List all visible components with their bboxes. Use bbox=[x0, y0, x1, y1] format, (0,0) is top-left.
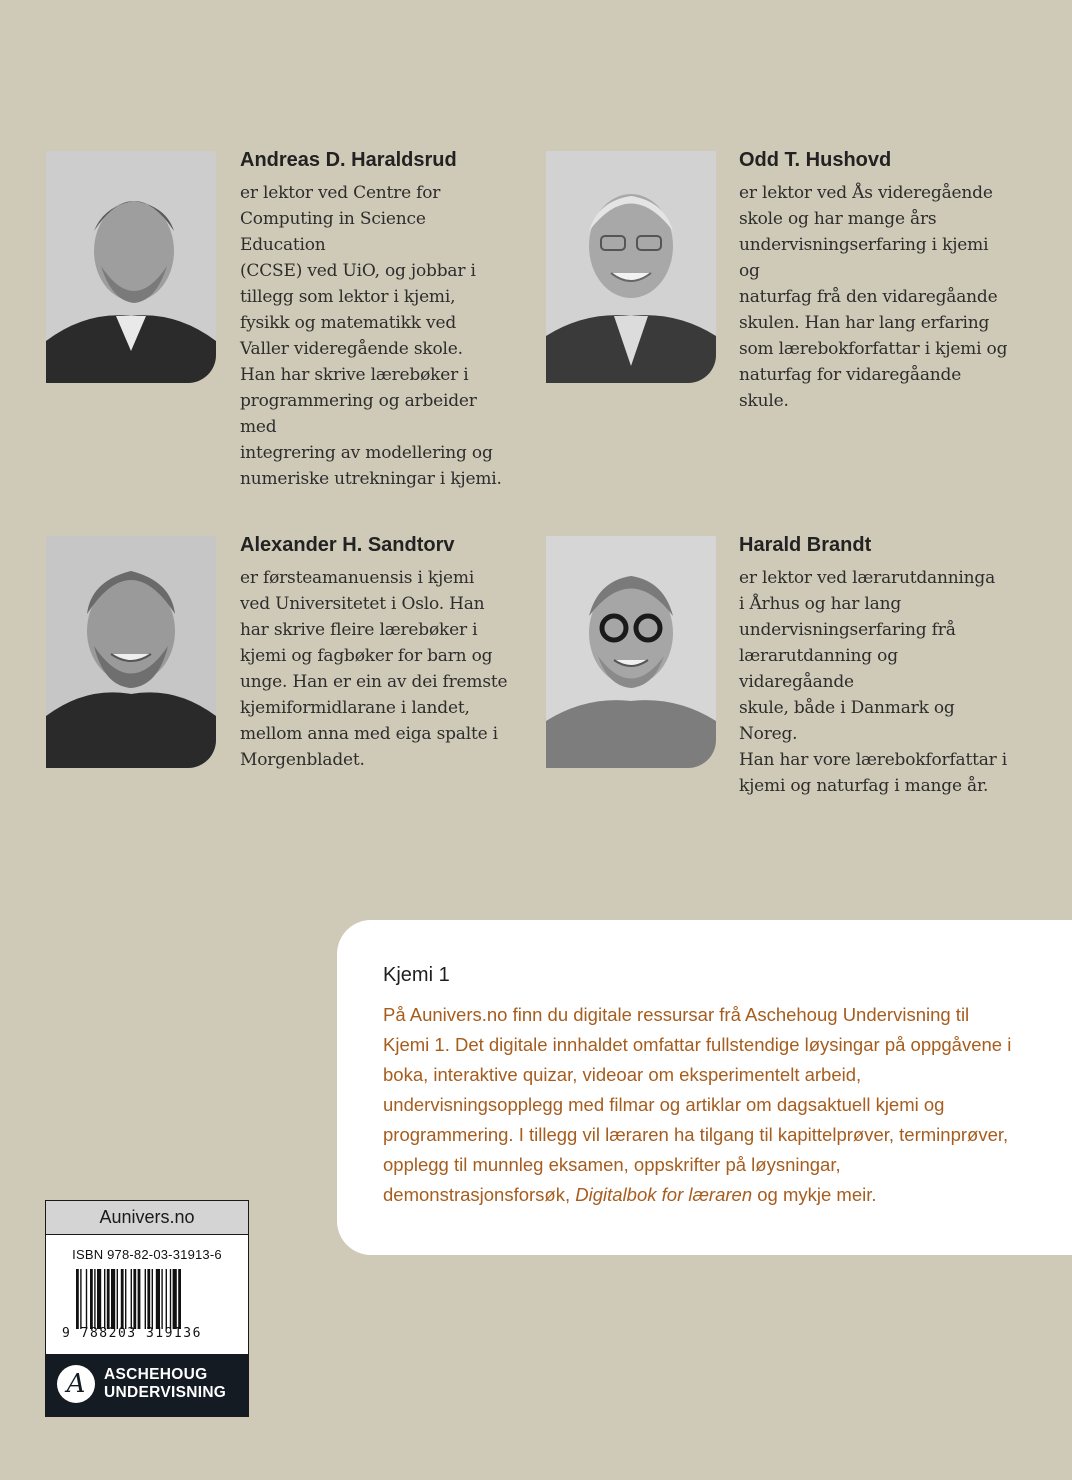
barcode-stripe bbox=[161, 1269, 162, 1329]
barcode-stripe bbox=[104, 1269, 105, 1329]
publisher-logo bbox=[46, 1354, 248, 1416]
author-name: Alexander H. Sandtorv bbox=[240, 534, 455, 556]
publisher-name bbox=[104, 1366, 226, 1402]
author-name: Andreas D. Haraldsrud bbox=[240, 149, 457, 171]
barcode-digits: 9 788203 319136 bbox=[62, 1326, 202, 1341]
barcode-stripe bbox=[80, 1269, 81, 1329]
barcode-box bbox=[45, 1200, 249, 1417]
barcode-stripe bbox=[170, 1269, 171, 1329]
author-name: Odd T. Hushovd bbox=[739, 149, 892, 171]
author-bio: er lektor ved Ås videregående skole og har mange års undervisningserfaring i kjemi og naturfag frå den vidaregåande skulen. Han har lang erfaring som lærebokforfattar i kjemi og naturfag for vidaregåande skule. bbox=[739, 183, 1008, 411]
portrait-image bbox=[546, 151, 716, 383]
barcode-stripe bbox=[86, 1269, 87, 1329]
panel-body-text: På Aunivers.no finn du digitale ressursar frå Aschehoug Undervisning til Kjemi 1. Det digitale innhaldet omfattar fullstendige løysingar på oppgåvene i boka, interaktive quizar, videoar om eksperimentelt arbeid, undervisningsopplegg med filmar og artiklar om dagsaktuell kjemi og programmering. I tillegg vil læraren ha tilgang til kapittelprøver, terminprøver, opplegg til munnleg eksamen, oppskrifter på løysningar, demonstrasjonsforsøk, bbox=[383, 1004, 1012, 1205]
barcode-stripe bbox=[166, 1269, 167, 1329]
author-name: Harald Brandt bbox=[739, 534, 872, 556]
barcode-stripe bbox=[94, 1269, 95, 1329]
publisher-line1: ASCHEHOUG bbox=[104, 1366, 208, 1383]
barcode-stripe bbox=[147, 1269, 150, 1329]
barcode-stripe bbox=[145, 1269, 146, 1329]
barcode-stripe bbox=[178, 1269, 181, 1329]
barcode-bars bbox=[74, 1269, 224, 1329]
portrait-image bbox=[46, 536, 216, 768]
barcode-stripe bbox=[125, 1269, 126, 1329]
digital-resources-panel bbox=[337, 920, 1072, 1255]
barcode-stripe bbox=[156, 1269, 160, 1329]
barcode-stripe bbox=[97, 1269, 101, 1329]
publisher-mark-icon: A bbox=[57, 1365, 95, 1403]
author-photo bbox=[546, 151, 716, 383]
author-photo bbox=[46, 536, 216, 768]
portrait-image bbox=[546, 536, 716, 768]
panel-body-end: og mykje meir. bbox=[752, 1184, 877, 1205]
barcode-stripe bbox=[117, 1269, 118, 1329]
barcode-stripe bbox=[173, 1269, 177, 1329]
barcode-stripe bbox=[121, 1269, 124, 1329]
portrait-image bbox=[46, 151, 216, 383]
author-bio: er lektor ved Centre for Computing in Science Education (CCSE) ved UiO, og jobbar i tillegg som lektor i kjemi, fysikk og matematikk ved Valler videregående skole. Han har skrive lærebøker i programmering og arbeider med integrering av modellering og numeriske utrekningar i kjemi. bbox=[240, 183, 502, 489]
barcode bbox=[74, 1269, 224, 1329]
barcode-stripe bbox=[133, 1269, 136, 1329]
barcode-stripe bbox=[131, 1269, 132, 1329]
author-bio: er førsteamanuensis i kjemi ved Universitetet i Oslo. Han har skrive fleire lærebøker i kjemi og fagbøker for barn og unge. Han er ein av dei fremste kjemiformidlarane i landet, mellom anna med eiga spalte i Morgenbladet. bbox=[240, 568, 508, 770]
panel-body-italic: Digitalbok for læraren bbox=[575, 1184, 753, 1205]
isbn-text: ISBN 978-82-03-31913-6 bbox=[72, 1247, 222, 1262]
author-photo bbox=[46, 151, 216, 383]
barcode-stripe bbox=[90, 1269, 93, 1329]
barcode-stripe bbox=[138, 1269, 141, 1329]
barcode-stripe bbox=[107, 1269, 110, 1329]
panel-title: Kjemi 1 bbox=[383, 964, 450, 986]
author-photo bbox=[546, 536, 716, 768]
publisher-line2: UNDERVISNING bbox=[104, 1384, 227, 1401]
author-bio: er lektor ved lærarutdanninga i Århus og har lang undervisningserfaring frå lærarutdanning og vidaregåande skule, både i Danmark og Noreg. Han har vore lærebokforfattar i kjemi og naturfag i mange år. bbox=[739, 568, 1008, 796]
barcode-stripe bbox=[152, 1269, 153, 1329]
barcode-stripe bbox=[111, 1269, 115, 1329]
website-label: Aunivers.no bbox=[46, 1201, 248, 1235]
panel-body bbox=[383, 1000, 1013, 1210]
barcode-stripe bbox=[76, 1269, 79, 1329]
